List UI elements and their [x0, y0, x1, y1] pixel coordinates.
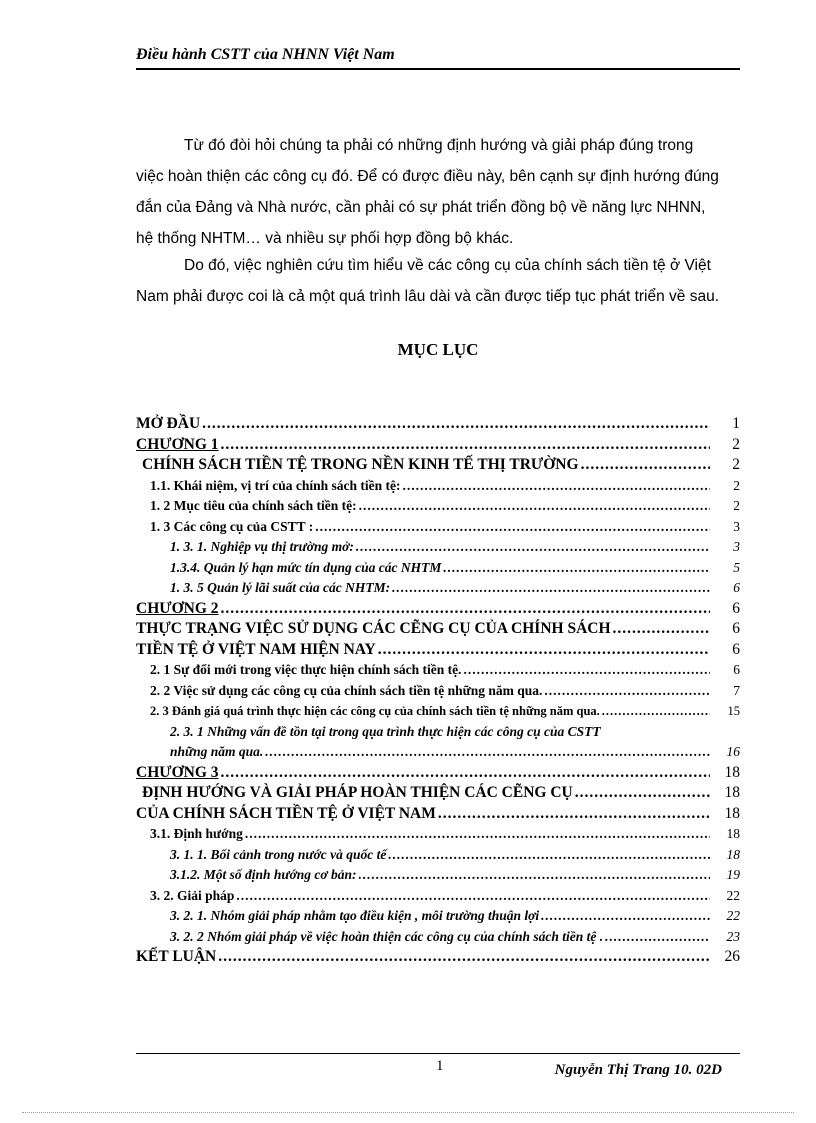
toc-page: 18	[726, 826, 740, 841]
toc-entry[interactable]	[136, 660, 740, 681]
toc-entry-text: 1. 3 Các công cụ của CSTT :	[150, 518, 314, 534]
toc-page: 18	[724, 763, 740, 781]
toc-entry[interactable]	[136, 517, 740, 538]
toc-entry-text: 3. 2. 2 Nhóm giải pháp về việc hoàn thiện các công cụ của chính sách tiền tệ .	[170, 928, 604, 944]
toc-page: 6	[733, 662, 740, 677]
toc-entry[interactable]	[136, 619, 740, 640]
toc-page: 6	[732, 620, 740, 637]
toc-entry[interactable]	[136, 763, 740, 784]
toc-page: 6	[732, 640, 740, 658]
toc-page: 7	[733, 682, 740, 698]
toc-leader	[575, 783, 710, 804]
toc-leader	[388, 845, 710, 866]
toc-entry-text: THỰC TRẠNG VIỆC SỬ DỤNG CÁC CẼNG CỤ CỦA CHÍNH SÁCH	[136, 620, 611, 637]
toc-page: 3	[733, 539, 740, 554]
paragraph-line: hệ thống NHTM… và nhiều sự phối hợp đồng bộ khác.	[136, 230, 514, 247]
toc-entry[interactable]	[136, 455, 740, 476]
toc-leader	[438, 804, 710, 825]
footer-author: Nguyễn Thị Trang 10. 02D	[554, 1062, 722, 1078]
toc-entry-text: những năm qua.	[170, 744, 264, 759]
toc-leader	[265, 742, 710, 763]
header-title: Điều hành CSTT của NHNN Việt Nam	[136, 46, 395, 63]
toc-page: 26	[724, 948, 740, 965]
toc-entry[interactable]	[136, 476, 740, 497]
toc-leader	[602, 701, 710, 722]
toc-leader	[202, 414, 710, 435]
page-footer	[136, 1053, 740, 1084]
toc-entry[interactable]	[136, 722, 740, 743]
toc-leader	[359, 865, 711, 886]
paragraph-line: đắn của Đảng và Nhà nước, cần phải có sự phát triển đồng bộ về năng lực NHNN,	[136, 199, 706, 216]
toc-leader	[463, 660, 710, 681]
toc-page: 5	[733, 559, 740, 575]
toc-entry-text: CHƯƠNG 2	[136, 599, 219, 617]
toc-entry[interactable]	[136, 886, 740, 907]
toc-leader	[218, 947, 710, 968]
toc-entry-text: 3. 2. Giải pháp	[150, 887, 235, 903]
toc-leader	[403, 476, 711, 497]
toc-entry[interactable]	[136, 640, 740, 661]
toc-leader	[221, 435, 710, 456]
toc-entry-text: ĐỊNH HƯỚNG VÀ GIẢI PHÁP HOÀN THIỆN CÁC CẼNG CỤ	[142, 784, 573, 801]
toc-entry-text: CỦA CHÍNH SÁCH TIỀN TỆ Ở VIỆT NAM	[136, 804, 436, 822]
toc-page: 3	[733, 518, 740, 534]
toc-page: 18	[724, 784, 740, 801]
toc-entry[interactable]	[136, 578, 740, 599]
toc-leader	[236, 886, 710, 907]
toc-entry-text: 3.1.2. Một số định hướng cơ bản:	[170, 867, 357, 882]
toc-entry-text: 1. 2 Mục tiêu của chính sách tiền tệ:	[150, 498, 357, 513]
toc-entry[interactable]	[136, 414, 740, 435]
toc-leader	[378, 640, 710, 661]
toc-leader	[613, 619, 710, 640]
toc-leader	[544, 681, 710, 702]
page-header	[136, 46, 740, 70]
toc-page: 19	[726, 867, 740, 882]
toc-page: 2	[733, 498, 740, 513]
toc-page: 18	[724, 804, 740, 822]
toc-entry[interactable]	[136, 947, 740, 968]
toc-entry-text: TIỀN TỆ Ở VIỆT NAM HIỆN NAY	[136, 640, 376, 658]
toc-entry-text: CHƯƠNG 3	[136, 763, 219, 781]
toc-entry-text: 2. 3 Đánh giá quá trình thực hiện các công cụ của chính sách tiền tệ những năm qua.	[150, 704, 600, 718]
toc-page: 22	[726, 908, 740, 923]
toc-entry-text: 2. 3. 1 Những vấn đề tồn tại trong qụa trình thực hiện các công cụ của CSTT	[170, 723, 601, 739]
toc-leader	[221, 599, 710, 620]
paragraph-line: Do đó, việc nghiên cứu tìm hiểu về các công cụ của chính sách tiền tệ ở Việt	[184, 257, 711, 274]
toc-entry-text: 3.1. Định hướng	[150, 826, 243, 841]
paragraph-line: Nam phải được coi là cả một quá trình lâu dài và cần được tiếp tục phát triển về sau.	[136, 288, 720, 305]
toc-page: 2	[733, 477, 740, 493]
toc-entry-text: 3. 1. 1. Bối cảnh trong nước và quốc tế	[170, 846, 387, 862]
toc-entry[interactable]	[136, 537, 740, 558]
toc-entry[interactable]	[136, 599, 740, 620]
toc-leader	[356, 537, 710, 558]
toc-entry-text: 2. 1 Sự đổi mới trong việc thực hiện chính sách tiền tệ.	[150, 662, 462, 677]
toc-entry[interactable]	[136, 681, 740, 702]
toc-leader	[359, 496, 710, 517]
toc-entry[interactable]	[136, 783, 740, 804]
toc-entry[interactable]	[136, 558, 740, 579]
toc-entry-text: 1.3.4. Quản lý hạn mức tín dụng của các NHTM	[170, 559, 442, 575]
toc-leader	[541, 906, 710, 927]
toc-entry-text: MỞ ĐẦU	[136, 415, 201, 432]
toc-page: 6	[733, 580, 740, 595]
toc-leader	[581, 455, 710, 476]
toc-entry-text: 1. 3. 1. Nghiệp vụ thị trường mở:	[170, 539, 354, 554]
toc-entry[interactable]	[136, 865, 740, 886]
page-bottom-divider	[22, 1112, 794, 1113]
toc-entry-text: KẾT LUẬN	[136, 948, 217, 965]
toc-page: 1	[732, 415, 740, 432]
toc-page: 23	[726, 928, 740, 944]
toc-entry[interactable]	[136, 701, 740, 722]
toc-page: 6	[732, 599, 740, 617]
toc-entry[interactable]	[136, 906, 740, 927]
toc-page: 15	[727, 704, 740, 718]
toc-page: 2	[732, 456, 740, 473]
intro-paragraph-1	[136, 130, 740, 254]
toc-entry[interactable]	[136, 496, 740, 517]
toc-entry-text: 1. 3. 5 Quản lý lãi suất của các NHTM:	[170, 580, 391, 595]
toc-leader	[392, 578, 710, 599]
toc-entry-text: CHÍNH SÁCH TIỀN TỆ TRONG NỀN KINH TẾ THỊ TRƯỜNG	[142, 456, 579, 473]
toc-entry[interactable]	[136, 804, 740, 825]
toc-page: 22	[726, 887, 740, 903]
toc-page: 16	[726, 744, 740, 759]
footer-page-number: 1	[436, 1058, 444, 1074]
toc-leader	[245, 824, 710, 845]
toc-entry-text: 2. 2 Việc sử dụng các công cụ của chính sách tiền tệ những năm qua.	[150, 682, 543, 698]
toc-page: 18	[726, 846, 740, 862]
toc-entry-text: 3. 2. 1. Nhóm giải pháp nhằm tạo điều kiện , môi trường thuận lợi	[170, 908, 540, 923]
toc-page: 2	[732, 435, 740, 453]
toc-leader	[443, 558, 710, 579]
intro-paragraph-2	[136, 250, 740, 312]
toc-leader	[221, 763, 710, 784]
toc-entry-continued[interactable]	[136, 742, 740, 763]
toc-leader	[605, 927, 710, 948]
paragraph-line: Từ đó đòi hỏi chúng ta phải có những định hướng và giải pháp đúng trong	[184, 137, 694, 154]
toc-title: MỤC LỤC	[397, 340, 479, 359]
toc-entry[interactable]	[136, 927, 740, 948]
toc-entry-text: 1.1. Khái niệm, vị trí của chính sách tiền tệ:	[150, 477, 401, 493]
toc-entry-text: CHƯƠNG 1	[136, 435, 219, 453]
table-of-contents	[136, 414, 740, 968]
toc-entry[interactable]	[136, 435, 740, 456]
toc-entry[interactable]	[136, 845, 740, 866]
toc-entry[interactable]	[136, 824, 740, 845]
paragraph-line: việc hoàn thiện các công cụ đó. Để có được điều này, bên cạnh sự định hướng đúng	[136, 168, 719, 185]
toc-leader	[315, 517, 710, 538]
